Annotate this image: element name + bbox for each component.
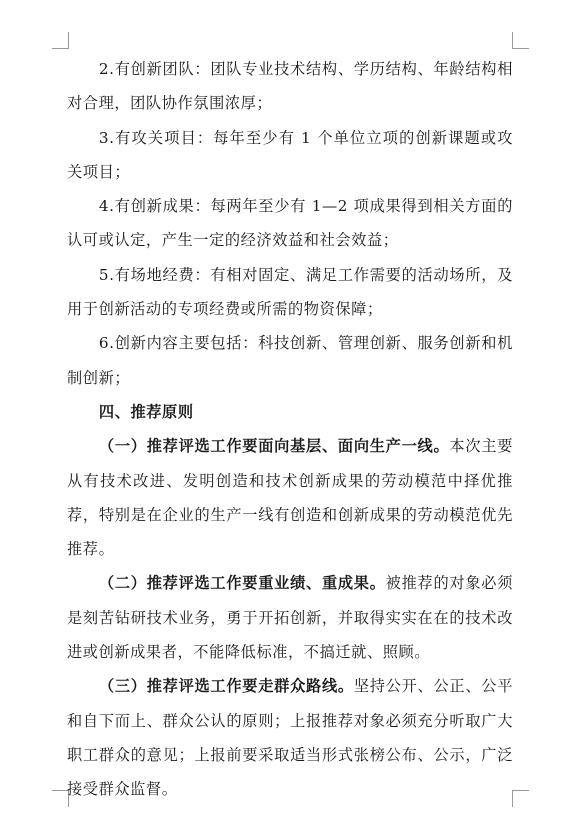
- criteria-item-3: 3.有攻关项目：每年至少有 1 个单位立项的创新课题或攻关项目；: [67, 128, 513, 181]
- criteria-item-6: 6.创新内容主要包括：科技创新、管理创新、服务创新和机制创新；: [67, 334, 513, 387]
- section-heading: 四、推荐原则: [98, 402, 194, 421]
- principle-1-lead: （一）推荐评选工作要面向基层、面向生产一线。: [98, 437, 450, 456]
- principle-3: [67, 669, 513, 806]
- page-corner-mark-bottom-right: [512, 790, 529, 807]
- document-body: [67, 52, 513, 807]
- principle-2-text: 被推荐的对象必须是刻苦钻研技术业务，勇于开拓创新，并取得实实在在的技术改进或创新成果者，不能降低标准，不搞迁就、照顾。: [67, 574, 513, 662]
- principle-2: [67, 566, 513, 669]
- principle-3-text: 坚持公开、公正、公平和自下而上、群众公认的原则；上报推荐对象必须充分听取广大职工群众的意见；上报前要采取适当形式张榜公布、公示，广泛接受群众监督。: [67, 677, 514, 799]
- principle-1: [67, 429, 513, 566]
- page-corner-mark-top-left: [52, 32, 69, 49]
- principle-1-text: 本次主要从有技术改进、发明创造和技术创新成果的劳动模范中择优推荐，特别是在企业的生产一线有创造和创新成果的劳动模范优先推荐。: [67, 437, 514, 559]
- principle-3-lead: （三）推荐评选工作要走群众路线。: [98, 677, 354, 696]
- criteria-item-5: 5.有场地经费：有相对固定、满足工作需要的活动场所，及用于创新活动的专项经费或所需的物资保障；: [67, 265, 513, 319]
- criteria-item-4: 4.有创新成果：每两年至少有 1—2 项成果得到相关方面的认可或认定，产生一定的经济效益和社会效益；: [67, 197, 513, 250]
- principle-2-lead: （二）推荐评选工作要重业绩、重成果。: [98, 574, 386, 593]
- page-corner-mark-top-right: [512, 32, 529, 49]
- criteria-item-2: 2.有创新团队：团队专业技术结构、学历结构、年龄结构相对合理，团队协作氛围浓厚；: [67, 60, 513, 113]
